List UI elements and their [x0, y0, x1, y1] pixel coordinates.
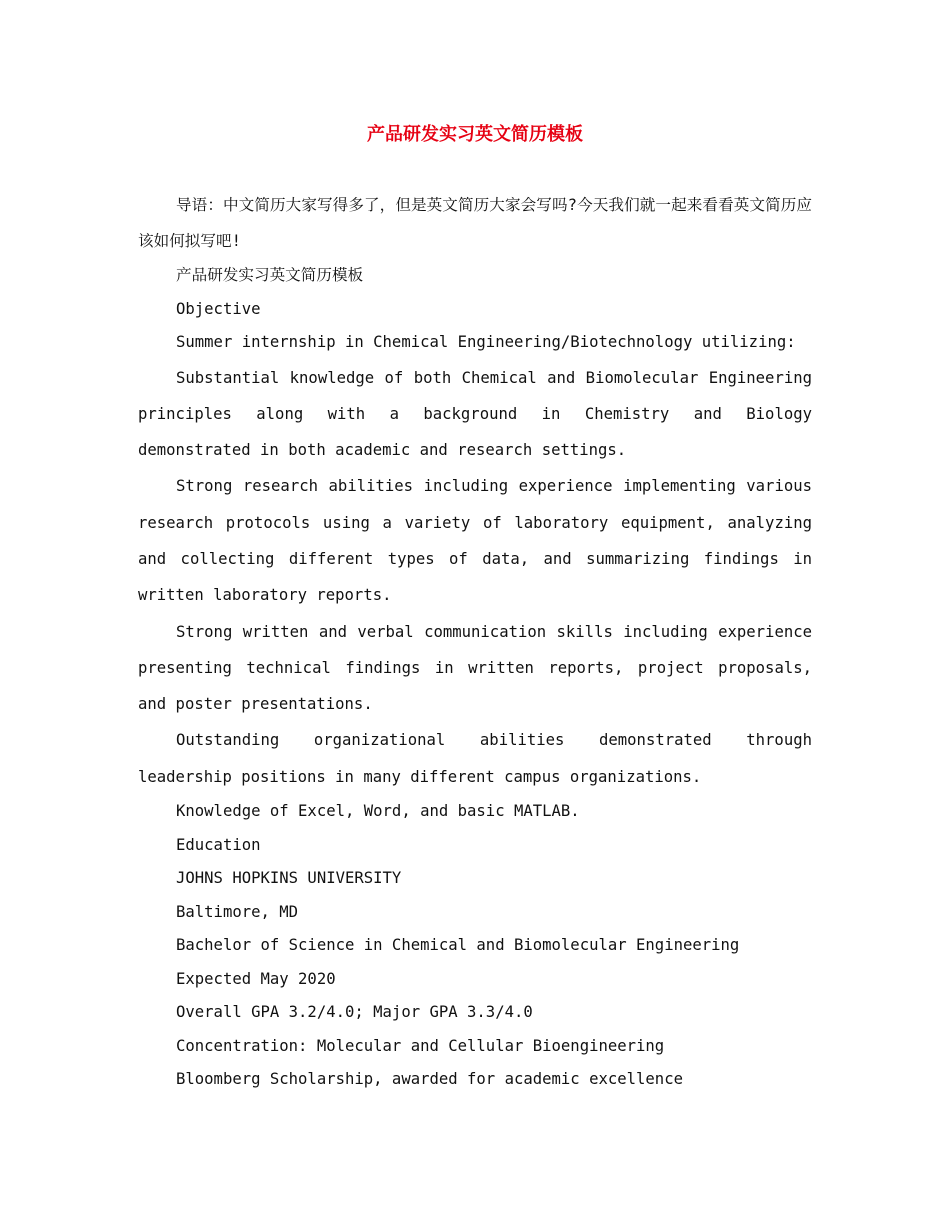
- document-title: 产品研发实习英文简历模板: [367, 124, 583, 145]
- skill-paragraph-4: Outstanding organizational abilities demonstrated through leadership positions in many different campus organizations.: [138, 731, 812, 786]
- objective-heading: Objective: [176, 299, 261, 318]
- skill-paragraph-5: Knowledge of Excel, Word, and basic MATLAB.: [176, 802, 580, 821]
- education-degree: Bachelor of Science in Chemical and Biomolecular Engineering: [176, 936, 740, 955]
- document-body: [138, 188, 812, 1097]
- skill-paragraph-1: Substantial knowledge of both Chemical and Biomolecular Engineering principles along with a background in Chemistry and Biology demonstrated in both academic and research settings.: [138, 368, 812, 460]
- document-subtitle: 产品研发实习英文简历模板: [176, 266, 364, 284]
- intro-paragraph: 导语：中文简历大家写得多了，但是英文简历大家会写吗?今天我们就一起来看看英文简历应该如何拟写吧!: [138, 196, 812, 250]
- education-school: JOHNS HOPKINS UNIVERSITY: [176, 869, 402, 888]
- education-concentration: Concentration: Molecular and Cellular Bioengineering: [176, 1036, 665, 1055]
- education-gpa: Overall GPA 3.2/4.0; Major GPA 3.3/4.0: [176, 1003, 533, 1022]
- education-heading: Education: [176, 835, 261, 854]
- skill-paragraph-3: Strong written and verbal communication skills including experience presenting technical findings in written reports, project proposals, and poster presentations.: [138, 622, 812, 714]
- education-expected: Expected May 2020: [176, 969, 336, 988]
- skill-paragraph-2: Strong research abilities including experience implementing various research protocols using a variety of laboratory equipment, analyzing and collecting different types of data, and summarizing findings in written laboratory reports.: [138, 477, 812, 605]
- education-location: Baltimore, MD: [176, 902, 299, 921]
- objective-text: Summer internship in Chemical Engineering/Biotechnology utilizing:: [176, 333, 796, 351]
- education-scholarship: Bloomberg Scholarship, awarded for academic excellence: [176, 1070, 683, 1089]
